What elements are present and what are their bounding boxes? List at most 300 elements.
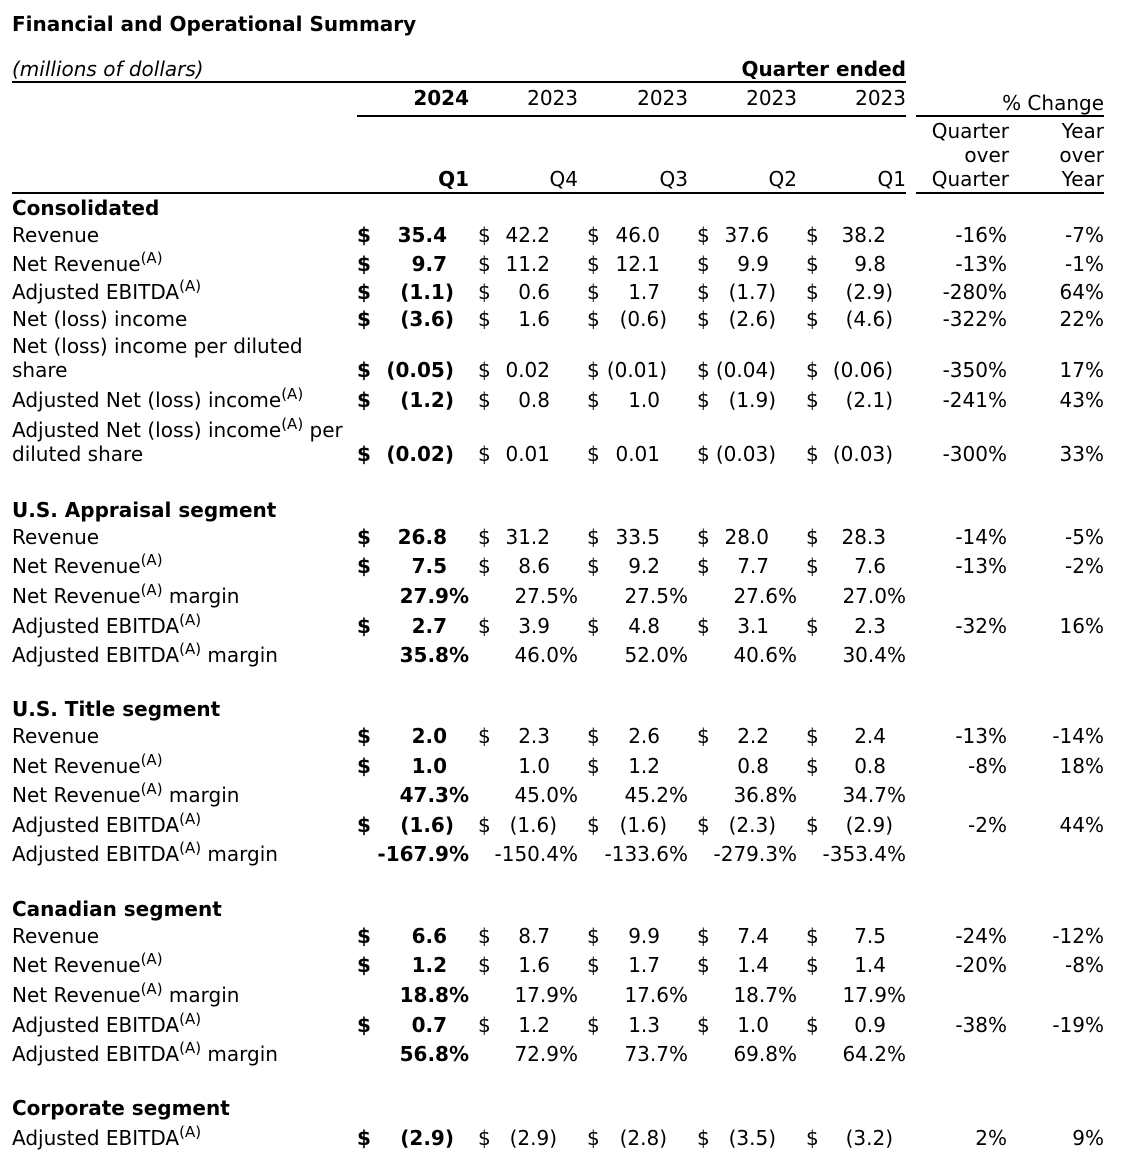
dollar-sign: $ — [587, 252, 600, 276]
dollar-sign: $ — [357, 388, 371, 412]
cell-value: 0.8 — [737, 754, 769, 778]
cell-value: 0.01 — [615, 442, 660, 466]
col-year-1: 2023 — [527, 86, 578, 110]
cell-value: 27.9% — [399, 584, 469, 608]
cell-value: (2.1) — [845, 388, 893, 412]
cell-value: 4.8 — [628, 614, 660, 638]
footnote-marker: (A) — [140, 780, 163, 798]
cell-value: 9.9 — [628, 924, 660, 948]
dollar-sign: $ — [697, 442, 710, 466]
col-year-3: 2023 — [746, 86, 797, 110]
cell-value: 45.0% — [514, 783, 578, 807]
cell-value: 1.0 — [411, 754, 447, 778]
quarter-ended-header: Quarter ended — [741, 57, 906, 81]
dollar-sign: $ — [357, 280, 371, 304]
cell-value: 35.4 — [397, 223, 447, 247]
dollar-sign: $ — [587, 442, 600, 466]
dollar-sign: $ — [806, 442, 819, 466]
cell-value: 2.4 — [854, 724, 886, 748]
cell-value: 7.6 — [854, 554, 886, 578]
cell-value: 27.5% — [624, 584, 688, 608]
rule-pct-bottom — [916, 192, 1104, 194]
dollar-sign: $ — [478, 442, 491, 466]
dollar-sign: $ — [806, 953, 819, 977]
row-label-continued: share — [12, 358, 68, 382]
qoq-change: 2% — [975, 1126, 1007, 1150]
cell-value: 11.2 — [505, 252, 550, 276]
cell-value: (1.6) — [400, 813, 454, 837]
dollar-sign: $ — [697, 953, 710, 977]
dollar-sign: $ — [587, 525, 600, 549]
cell-value: 1.2 — [628, 754, 660, 778]
qoq-header-line: Quarter — [931, 119, 1009, 143]
cell-value: 28.3 — [841, 525, 886, 549]
footnote-marker: (A) — [179, 1010, 202, 1028]
dollar-sign: $ — [357, 614, 371, 638]
row-label: Net Revenue$^{(A)}$ — [12, 950, 163, 977]
cell-value: 40.6% — [733, 643, 797, 667]
yoy-header-line: Year — [1061, 119, 1104, 143]
cell-value: 27.6% — [733, 584, 797, 608]
yoy-change: -14% — [1052, 724, 1104, 748]
cell-value: 69.8% — [733, 1042, 797, 1066]
row-label: Revenue — [12, 525, 100, 549]
col-year-0: 2024 — [413, 86, 469, 110]
cell-value: (0.01) — [606, 358, 667, 382]
dollar-sign: $ — [697, 554, 710, 578]
cell-value: (3.2) — [845, 1126, 893, 1150]
dollar-sign: $ — [697, 924, 710, 948]
units-note: (millions of dollars) — [12, 57, 204, 81]
cell-value: 1.4 — [737, 953, 769, 977]
row-label: Net Revenue$^{(A)}$ — [12, 751, 163, 778]
footnote-marker: (A) — [140, 751, 163, 769]
cell-value: (1.9) — [728, 388, 776, 412]
cell-value: 2.6 — [628, 724, 660, 748]
cell-value: 1.7 — [628, 953, 660, 977]
cell-value: 35.8% — [399, 643, 469, 667]
cell-value: 0.6 — [518, 280, 550, 304]
qoq-change: -32% — [955, 614, 1007, 638]
yoy-change: -1% — [1065, 252, 1104, 276]
dollar-sign: $ — [478, 813, 491, 837]
footnote-marker: (A) — [281, 415, 304, 433]
qoq-change: -20% — [955, 953, 1007, 977]
cell-value: 34.7% — [842, 783, 906, 807]
rule-top — [12, 81, 906, 83]
footnote-marker: (A) — [179, 611, 202, 629]
qoq-change: -13% — [955, 724, 1007, 748]
cell-value: 47.3% — [399, 783, 469, 807]
dollar-sign: $ — [587, 388, 600, 412]
cell-value: 52.0% — [624, 643, 688, 667]
cell-value: 36.8% — [733, 783, 797, 807]
row-label: Adjusted $EBITDA^{(A)}$ — [12, 277, 202, 304]
cell-value: 37.6 — [724, 223, 769, 247]
row-label: Net (loss) income per diluted — [12, 334, 303, 358]
page-title: Financial and Operational Summary — [12, 12, 417, 36]
yoy-header-line: over — [1059, 143, 1104, 167]
cell-value: (1.6) — [509, 813, 557, 837]
dollar-sign: $ — [806, 280, 819, 304]
row-label: Adjusted Net (loss) income$^{(A)}$ per — [12, 415, 343, 442]
dollar-sign: $ — [587, 307, 600, 331]
cell-value: (4.6) — [845, 307, 893, 331]
cell-value: (2.8) — [619, 1126, 667, 1150]
cell-value: (0.02) — [386, 442, 454, 466]
dollar-sign: $ — [357, 1126, 371, 1150]
dollar-sign: $ — [806, 1126, 819, 1150]
dollar-sign: $ — [806, 525, 819, 549]
cell-value: 8.6 — [518, 554, 550, 578]
dollar-sign: $ — [587, 280, 600, 304]
dollar-sign: $ — [478, 953, 491, 977]
qoq-change: -2% — [968, 813, 1007, 837]
dollar-sign: $ — [806, 724, 819, 748]
cell-value: 6.6 — [411, 924, 447, 948]
qoq-change: -13% — [955, 554, 1007, 578]
cell-value: 56.8% — [399, 1042, 469, 1066]
row-label: Adjusted $EBITDA^{(A)}$ margin — [12, 839, 278, 866]
cell-value: (2.9) — [845, 280, 893, 304]
cell-value: (1.2) — [400, 388, 454, 412]
rule-years — [357, 115, 906, 117]
row-label: Net Revenue$^{(A)}$ margin — [12, 980, 240, 1007]
cell-value: 1.2 — [518, 1013, 550, 1037]
dollar-sign: $ — [806, 554, 819, 578]
cell-value: 3.9 — [518, 614, 550, 638]
footnote-marker: (A) — [179, 640, 202, 658]
cell-value: 38.2 — [841, 223, 886, 247]
section-heading: U.S. Appraisal segment — [12, 498, 277, 522]
dollar-sign: $ — [357, 953, 371, 977]
col-quarter-2: Q3 — [659, 167, 688, 191]
dollar-sign: $ — [587, 1013, 600, 1037]
cell-value: 0.9 — [854, 1013, 886, 1037]
cell-value: 7.5 — [854, 924, 886, 948]
cell-value: 1.4 — [854, 953, 886, 977]
footnote-marker: (A) — [140, 950, 163, 968]
dollar-sign: $ — [697, 813, 710, 837]
footnote-marker: (A) — [179, 1123, 202, 1141]
footnote-marker: (A) — [179, 810, 202, 828]
cell-value: (2.6) — [728, 307, 776, 331]
qoq-change: -13% — [955, 252, 1007, 276]
dollar-sign: $ — [357, 813, 371, 837]
cell-value: 7.7 — [737, 554, 769, 578]
yoy-change: -2% — [1065, 554, 1104, 578]
qoq-header-line: over — [964, 143, 1009, 167]
dollar-sign: $ — [478, 614, 491, 638]
cell-value: 73.7% — [624, 1042, 688, 1066]
cell-value: (0.04) — [715, 358, 776, 382]
cell-value: (3.5) — [728, 1126, 776, 1150]
dollar-sign: $ — [357, 754, 371, 778]
yoy-header-line: Year — [1061, 167, 1104, 191]
cell-value: 2.3 — [518, 724, 550, 748]
dollar-sign: $ — [697, 1126, 710, 1150]
cell-value: (2.9) — [400, 1126, 454, 1150]
dollar-sign: $ — [587, 554, 600, 578]
rule-pct — [916, 115, 1104, 117]
dollar-sign: $ — [697, 252, 710, 276]
row-label: Net (loss) income — [12, 307, 188, 331]
footnote-marker: (A) — [140, 581, 163, 599]
cell-value: (2.9) — [509, 1126, 557, 1150]
qoq-change: -16% — [955, 223, 1007, 247]
dollar-sign: $ — [357, 525, 371, 549]
cell-value: 2.2 — [737, 724, 769, 748]
section-heading: Corporate segment — [12, 1096, 230, 1120]
yoy-change: -7% — [1065, 223, 1104, 247]
dollar-sign: $ — [357, 442, 371, 466]
pct-change-header: % Change — [1002, 91, 1104, 115]
row-label: Revenue — [12, 924, 100, 948]
section-heading: Canadian segment — [12, 897, 222, 921]
row-label: Net Revenue$^{(A)}$ margin — [12, 780, 240, 807]
dollar-sign: $ — [806, 813, 819, 837]
cell-value: 1.7 — [628, 280, 660, 304]
cell-value: (2.9) — [845, 813, 893, 837]
col-year-4: 2023 — [855, 86, 906, 110]
cell-value: -150.4% — [494, 842, 578, 866]
cell-value: 9.2 — [628, 554, 660, 578]
dollar-sign: $ — [697, 223, 710, 247]
dollar-sign: $ — [806, 388, 819, 412]
cell-value: -167.9% — [377, 842, 469, 866]
dollar-sign: $ — [478, 388, 491, 412]
col-quarter-1: Q4 — [549, 167, 578, 191]
dollar-sign: $ — [587, 614, 600, 638]
dollar-sign: $ — [357, 554, 371, 578]
dollar-sign: $ — [806, 754, 819, 778]
cell-value: 30.4% — [842, 643, 906, 667]
col-quarter-0: Q1 — [438, 167, 469, 191]
dollar-sign: $ — [587, 953, 600, 977]
cell-value: 17.9% — [842, 983, 906, 1007]
dollar-sign: $ — [357, 223, 371, 247]
dollar-sign: $ — [806, 307, 819, 331]
footnote-marker: (A) — [140, 249, 163, 267]
dollar-sign: $ — [806, 614, 819, 638]
cell-value: 28.0 — [724, 525, 769, 549]
cell-value: (0.6) — [619, 307, 667, 331]
cell-value: 0.8 — [854, 754, 886, 778]
cell-value: 8.7 — [518, 924, 550, 948]
cell-value: 7.5 — [411, 554, 447, 578]
qoq-header-line: Quarter — [931, 167, 1009, 191]
cell-value: 3.1 — [737, 614, 769, 638]
dollar-sign: $ — [478, 358, 491, 382]
cell-value: 1.0 — [518, 754, 550, 778]
dollar-sign: $ — [587, 724, 600, 748]
cell-value: -353.4% — [822, 842, 906, 866]
cell-value: 26.8 — [397, 525, 447, 549]
cell-value: -279.3% — [713, 842, 797, 866]
cell-value: 46.0% — [514, 643, 578, 667]
cell-value: 27.5% — [514, 584, 578, 608]
dollar-sign: $ — [806, 924, 819, 948]
cell-value: 7.4 — [737, 924, 769, 948]
dollar-sign: $ — [478, 924, 491, 948]
dollar-sign: $ — [357, 358, 371, 382]
cell-value: 17.9% — [514, 983, 578, 1007]
yoy-change: 43% — [1059, 388, 1104, 412]
cell-value: 1.0 — [737, 1013, 769, 1037]
qoq-change: -322% — [942, 307, 1007, 331]
row-label: Net Revenue$^{(A)}$ — [12, 551, 163, 578]
cell-value: (0.03) — [832, 442, 893, 466]
cell-value: 72.9% — [514, 1042, 578, 1066]
col-year-2: 2023 — [637, 86, 688, 110]
footnote-marker: (A) — [281, 385, 304, 403]
dollar-sign: $ — [587, 358, 600, 382]
dollar-sign: $ — [697, 280, 710, 304]
yoy-change: 33% — [1059, 442, 1104, 466]
dollar-sign: $ — [587, 924, 600, 948]
cell-value: 2.7 — [411, 614, 447, 638]
cell-value: (0.06) — [832, 358, 893, 382]
cell-value: 42.2 — [505, 223, 550, 247]
row-label-continued: diluted share — [12, 442, 144, 466]
dollar-sign: $ — [478, 252, 491, 276]
dollar-sign: $ — [587, 223, 600, 247]
cell-value: 0.8 — [518, 388, 550, 412]
dollar-sign: $ — [478, 307, 491, 331]
qoq-change: -24% — [955, 924, 1007, 948]
yoy-change: 16% — [1059, 614, 1104, 638]
yoy-change: -19% — [1052, 1013, 1104, 1037]
dollar-sign: $ — [697, 1013, 710, 1037]
cell-value: 2.3 — [854, 614, 886, 638]
cell-value: 46.0 — [615, 223, 660, 247]
row-label: Adjusted $EBITDA^{(A)}$ — [12, 611, 202, 638]
dollar-sign: $ — [478, 280, 491, 304]
cell-value: 0.7 — [411, 1013, 447, 1037]
dollar-sign: $ — [478, 525, 491, 549]
yoy-change: 18% — [1059, 754, 1104, 778]
dollar-sign: $ — [478, 724, 491, 748]
cell-value: 0.02 — [505, 358, 550, 382]
cell-value: (1.7) — [728, 280, 776, 304]
dollar-sign: $ — [697, 724, 710, 748]
qoq-change: -14% — [955, 525, 1007, 549]
cell-value: 1.6 — [518, 953, 550, 977]
col-quarter-3: Q2 — [768, 167, 797, 191]
qoq-change: -8% — [968, 754, 1007, 778]
footnote-marker: (A) — [179, 1039, 202, 1057]
cell-value: 9.9 — [737, 252, 769, 276]
qoq-change: -350% — [942, 358, 1007, 382]
cell-value: (0.05) — [386, 358, 454, 382]
yoy-change: 44% — [1059, 813, 1104, 837]
row-label: Adjusted $EBITDA^{(A)}$ — [12, 1010, 202, 1037]
row-label: Revenue — [12, 223, 100, 247]
dollar-sign: $ — [587, 1126, 600, 1150]
rule-header-bottom — [12, 192, 906, 194]
row-label: Adjusted $EBITDA^{(A)}$ margin — [12, 1039, 278, 1066]
qoq-change: -280% — [942, 280, 1007, 304]
row-label: Revenue — [12, 724, 100, 748]
dollar-sign: $ — [478, 1013, 491, 1037]
dollar-sign: $ — [357, 307, 371, 331]
cell-value: 27.0% — [842, 584, 906, 608]
cell-value: 17.6% — [624, 983, 688, 1007]
dollar-sign: $ — [697, 614, 710, 638]
cell-value: 2.0 — [411, 724, 447, 748]
yoy-change: -5% — [1065, 525, 1104, 549]
cell-value: 45.2% — [624, 783, 688, 807]
row-label: Net Revenue$^{(A)}$ — [12, 249, 163, 276]
dollar-sign: $ — [478, 554, 491, 578]
cell-value: 9.7 — [411, 252, 447, 276]
cell-value: 12.1 — [615, 252, 660, 276]
dollar-sign: $ — [357, 724, 371, 748]
dollar-sign: $ — [357, 1013, 371, 1037]
dollar-sign: $ — [697, 388, 710, 412]
cell-value: 64.2% — [842, 1042, 906, 1066]
dollar-sign: $ — [697, 358, 710, 382]
dollar-sign: $ — [478, 1126, 491, 1150]
cell-value: 1.3 — [628, 1013, 660, 1037]
section-heading: Consolidated — [12, 196, 160, 220]
yoy-change: -12% — [1052, 924, 1104, 948]
qoq-change: -300% — [942, 442, 1007, 466]
dollar-sign: $ — [478, 223, 491, 247]
row-label: Adjusted $EBITDA^{(A)}$ margin — [12, 640, 278, 667]
section-heading: U.S. Title segment — [12, 697, 221, 721]
dollar-sign: $ — [806, 1013, 819, 1037]
cell-value: (1.1) — [400, 280, 454, 304]
cell-value: (3.6) — [400, 307, 454, 331]
yoy-change: 9% — [1072, 1126, 1104, 1150]
dollar-sign: $ — [806, 358, 819, 382]
cell-value: -133.6% — [604, 842, 688, 866]
yoy-change: 64% — [1059, 280, 1104, 304]
cell-value: 9.8 — [854, 252, 886, 276]
cell-value: 31.2 — [505, 525, 550, 549]
footnote-marker: (A) — [140, 551, 163, 569]
row-label: Adjusted Net (loss) income$^{(A)}$ — [12, 385, 304, 412]
row-label: Adjusted $EBITDA^{(A)}$ — [12, 1123, 202, 1150]
dollar-sign: $ — [357, 924, 371, 948]
cell-value: 0.01 — [505, 442, 550, 466]
cell-value: 18.7% — [733, 983, 797, 1007]
cell-value: 1.6 — [518, 307, 550, 331]
row-label: Net Revenue$^{(A)}$ margin — [12, 581, 240, 608]
dollar-sign: $ — [806, 223, 819, 247]
dollar-sign: $ — [587, 754, 600, 778]
footnote-marker: (A) — [179, 277, 202, 295]
col-quarter-4: Q1 — [877, 167, 906, 191]
dollar-sign: $ — [357, 252, 371, 276]
dollar-sign: $ — [806, 252, 819, 276]
cell-value: 1.0 — [628, 388, 660, 412]
footnote-marker: (A) — [179, 839, 202, 857]
yoy-change: 22% — [1059, 307, 1104, 331]
cell-value: 1.2 — [411, 953, 447, 977]
qoq-change: -241% — [942, 388, 1007, 412]
yoy-change: 17% — [1059, 358, 1104, 382]
qoq-change: -38% — [955, 1013, 1007, 1037]
dollar-sign: $ — [697, 525, 710, 549]
row-label: Adjusted $EBITDA^{(A)}$ — [12, 810, 202, 837]
cell-value: (0.03) — [715, 442, 776, 466]
cell-value: 33.5 — [615, 525, 660, 549]
cell-value: (2.3) — [728, 813, 776, 837]
cell-value: (1.6) — [619, 813, 667, 837]
footnote-marker: (A) — [140, 980, 163, 998]
